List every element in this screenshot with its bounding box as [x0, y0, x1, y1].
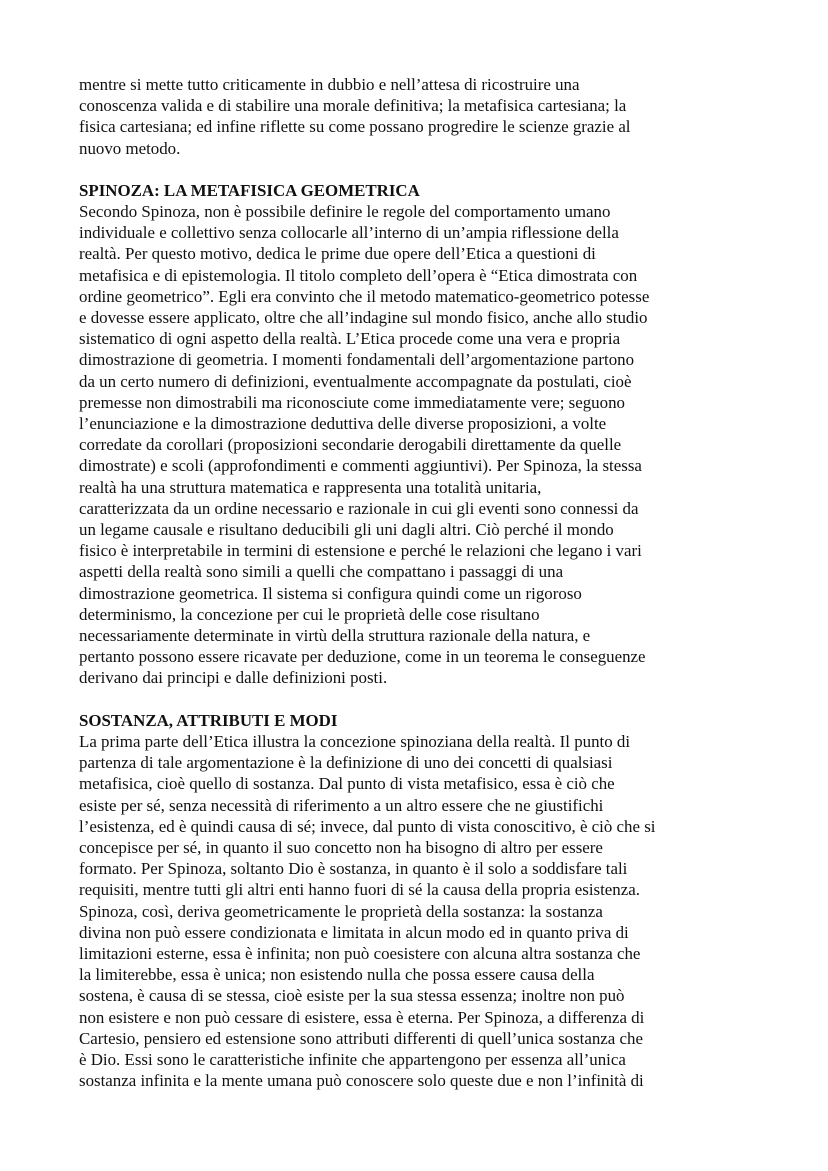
section-heading-spinoza: SPINOZA: LA METAFISICA GEOMETRICA: [79, 180, 420, 200]
section-heading-sostanza: SOSTANZA, ATTRIBUTI E MODI: [79, 710, 338, 730]
spacer: [79, 689, 759, 710]
spacer: [79, 159, 759, 180]
section-paragraph-sostanza: La prima parte dell’Etica illustra la concezione spinoziana della realtà. Il punto di partenza di tale argomentazione è la definizione di uno dei concetti di qualsiasi metafisica, cioè quello di sostanza. Dal punto di vista metafisico, essa è ciò che esiste per sé, senza necessità di riferimento a un altro essere che ne giustifichi l’esistenza, ed è quindi causa di sé; invece, dal punto di vista conoscitivo, è ciò che si concepisce per sé, in quanto il suo concetto non ha bisogno di altro per essere formato. Per Spinoza, soltanto Dio è sostanza, in quanto è il solo a soddisfare tali requisiti, mentre tutti gli altri enti hanno fuori di sé la causa della propria esistenza. Spinoza, così, deriva geometricamente le proprietà della sostanza: la sostanza divina non può essere condizionata e limitata in alcun modo ed in quanto priva di limitazioni esterne, essa è infinita; non può coesistere con alcuna altra sostanza che la limiterebbe, essa è unica; non esistendo nulla che possa essere causa della sostena, è causa di se stessa, cioè esiste per la sua stessa essenza; inoltre non può non esistere e non può cessare di esistere, essa è eterna. Per Spinoza, a differenza di Cartesio, pensiero ed estensione sono attributi differenti di quell’unica sostanza che è Dio. Essi sono le caratteristiche infinite che appartengono per essenza all’unica sostanza infinita e la mente umana può conoscere solo queste due e non l’infinità di: [79, 731, 656, 1091]
document-page: [79, 74, 759, 1091]
section-paragraph-spinoza: Secondo Spinoza, non è possibile definire le regole del comportamento umano individuale e collettivo senza collocarle all’interno di un’ampia riflessione della realtà. Per questo motivo, dedica le prime due opere dell’Etica a questioni di metafisica e di epistemologia. Il titolo completo dell’opera è “Etica dimostrata con ordine geometrico”. Egli era convinto che il metodo matematico-geometrico potesse e dovesse essere applicato, oltre che all’indagine sul mondo fisico, anche allo studio sistematico di ogni aspetto della realtà. L’Etica procede come una vera e propria dimostrazione di geometria. I momenti fondamentali dell’argomentazione partono da un certo numero di definizioni, eventualmente accompagnate da postulati, cioè premesse non dimostrabili ma riconosciute come immediatamente vere; seguono l’enunciazione e la dimostrazione deduttiva delle diverse proposizioni, a volte corredate da corollari (proposizioni secondarie derogabili direttamente da quelle dimostrate) e scoli (approfondimenti e commenti aggiuntivi). Per Spinoza, la stessa realtà ha una struttura matematica e rappresenta una totalità unitaria, caratterizzata da un ordine necessario e razionale in cui gli eventi sono connessi da un legame causale e risultano deducibili gli uni dagli altri. Ciò perché il mondo fisico è interpretabile in termini di estensione e perché le relazioni che legano i vari aspetti della realtà sono simili a quelli che compattano i passaggi di una dimostrazione geometrica. Il sistema si configura quindi come un rigoroso determinismo, la concezione per cui le proprietà delle cose risultano necessariamente determinate in virtù della struttura razionale della natura, e pertanto possono essere ricavate per deduzione, come in un teorema le conseguenze derivano dai principi e dalle definizioni posti.: [79, 202, 650, 688]
intro-paragraph: mentre si mette tutto criticamente in dubbio e nell’attesa di ricostruire una conoscenza valida e di stabilire una morale definitiva; la metafisica cartesiana; la fisica cartesiana; ed infine riflette su come possano progredire le scienze grazie al nuovo metodo.: [79, 75, 631, 158]
